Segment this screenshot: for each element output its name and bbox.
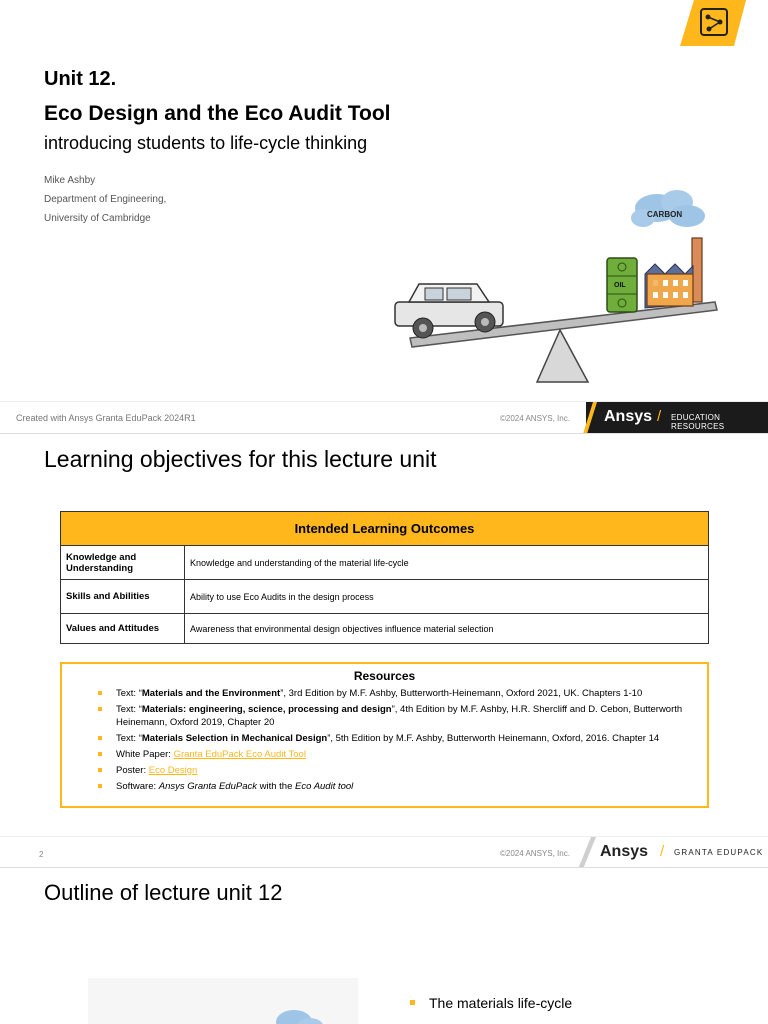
slide-title: Learning objectives for this lecture unit	[44, 446, 437, 472]
oil-label: OIL	[614, 282, 626, 289]
unit-label: Unit 12.	[44, 68, 117, 90]
item-prefix: Text: “	[116, 704, 142, 715]
item-middle: with the	[257, 781, 296, 792]
logo-separator-icon: /	[660, 843, 665, 860]
copyright-text: ©2024 ANSYS, Inc.	[500, 849, 570, 858]
ansys-slash-icon	[578, 837, 596, 867]
item-suffix: ”, 5th Edition by M.F. Ashby, Butterworth Heinemann, Oxford, 2016. Chapter 14	[327, 733, 660, 744]
seesaw-illustration	[385, 170, 745, 392]
book-title: Materials Selection in Mechanical Design	[141, 733, 328, 744]
tool-name: Eco Audit tool	[295, 781, 354, 792]
slide-subtitle: introducing students to life-cycle thinking	[44, 133, 368, 153]
author-block	[44, 171, 166, 228]
item-suffix: ”, 3rd Edition by M.F. Ashby, Butterworth-Heinemann, Oxford 2021, UK. Chapters 1-10	[280, 688, 643, 699]
resources-box	[60, 662, 709, 808]
item-prefix: Text: “	[116, 733, 142, 744]
item-prefix: Poster:	[116, 765, 149, 776]
book-title: Materials: engineering, science, processing and design	[141, 704, 392, 715]
ansys-logo: Ansys	[600, 843, 649, 860]
table-row	[61, 614, 709, 644]
resources-list	[62, 687, 707, 793]
list-item	[98, 748, 707, 761]
list-item	[98, 703, 707, 729]
author-name: Mike Ashby	[44, 175, 96, 186]
seesaw-illustration-partial	[88, 978, 358, 1024]
list-item: The materials life-cycle	[410, 992, 572, 1014]
slide1-footer	[0, 401, 768, 433]
item-suffix: ”, 4th Edition by M.F. Ashby, H.R. Shercliff and D. Cebon, Butterworth Heinemann, Oxford 2019, Chapter 20	[116, 704, 683, 728]
table-row	[61, 580, 709, 614]
created-with-text: Created with Ansys Granta EduPack 2024R1	[16, 413, 196, 423]
item-prefix: Text: “	[116, 688, 142, 699]
ansys-slash-icon	[583, 402, 597, 433]
author-university: University of Cambridge	[44, 213, 151, 224]
education-resources-tag: EDUCATION RESOURCES	[671, 413, 725, 431]
slide2-footer	[0, 836, 768, 867]
slide-title: Outline of lecture unit 12	[44, 880, 283, 905]
outline-list	[410, 992, 572, 1014]
list-item	[98, 732, 707, 745]
list-item	[98, 780, 707, 793]
granta-edupack-tag: GRANTA EDUPACK	[674, 848, 764, 857]
ansys-logo: Ansys	[604, 408, 653, 425]
outcome-value: Ability to use Eco Audits in the design process	[185, 580, 709, 614]
resources-title: Resources	[353, 669, 416, 683]
item-prefix: White Paper:	[116, 749, 174, 760]
table-header: Intended Learning Outcomes	[61, 512, 709, 546]
granta-logo-icon	[680, 0, 746, 46]
outcome-key: Skills and Abilities	[61, 580, 185, 614]
table-row	[61, 546, 709, 580]
slide-title: Eco Design and the Eco Audit Tool	[44, 102, 391, 125]
outcome-key: Knowledge and Understanding	[61, 546, 185, 580]
outcome-value: Awareness that environmental design objectives influence material selection	[185, 614, 709, 644]
poster-link[interactable]: Eco Design	[148, 765, 198, 776]
factory-icon	[645, 238, 702, 308]
copyright-text: ©2024 ANSYS, Inc.	[500, 414, 570, 423]
white-paper-link[interactable]: Granta EduPack Eco Audit Tool	[173, 749, 306, 760]
logo-separator-icon: /	[657, 408, 662, 425]
oil-drum-icon	[607, 258, 637, 312]
carbon-cloud-icon	[631, 190, 705, 227]
page-number: 2	[39, 850, 44, 859]
carbon-label: CARBON	[647, 210, 683, 219]
learning-objectives-slide	[0, 433, 768, 867]
car-icon	[395, 284, 503, 338]
book-title: Materials and the Environment	[141, 688, 281, 699]
outcome-value: Knowledge and understanding of the material life-cycle	[185, 546, 709, 580]
software-name: Ansys Granta EduPack	[158, 781, 257, 792]
list-item	[98, 687, 707, 700]
title-slide	[0, 0, 768, 433]
list-item	[98, 764, 707, 777]
item-prefix: Software:	[116, 781, 159, 792]
learning-outcomes-table	[60, 511, 709, 644]
outcome-key: Values and Attitudes	[61, 614, 185, 644]
author-department: Department of Engineering,	[44, 194, 167, 205]
outline-slide	[0, 867, 768, 1024]
